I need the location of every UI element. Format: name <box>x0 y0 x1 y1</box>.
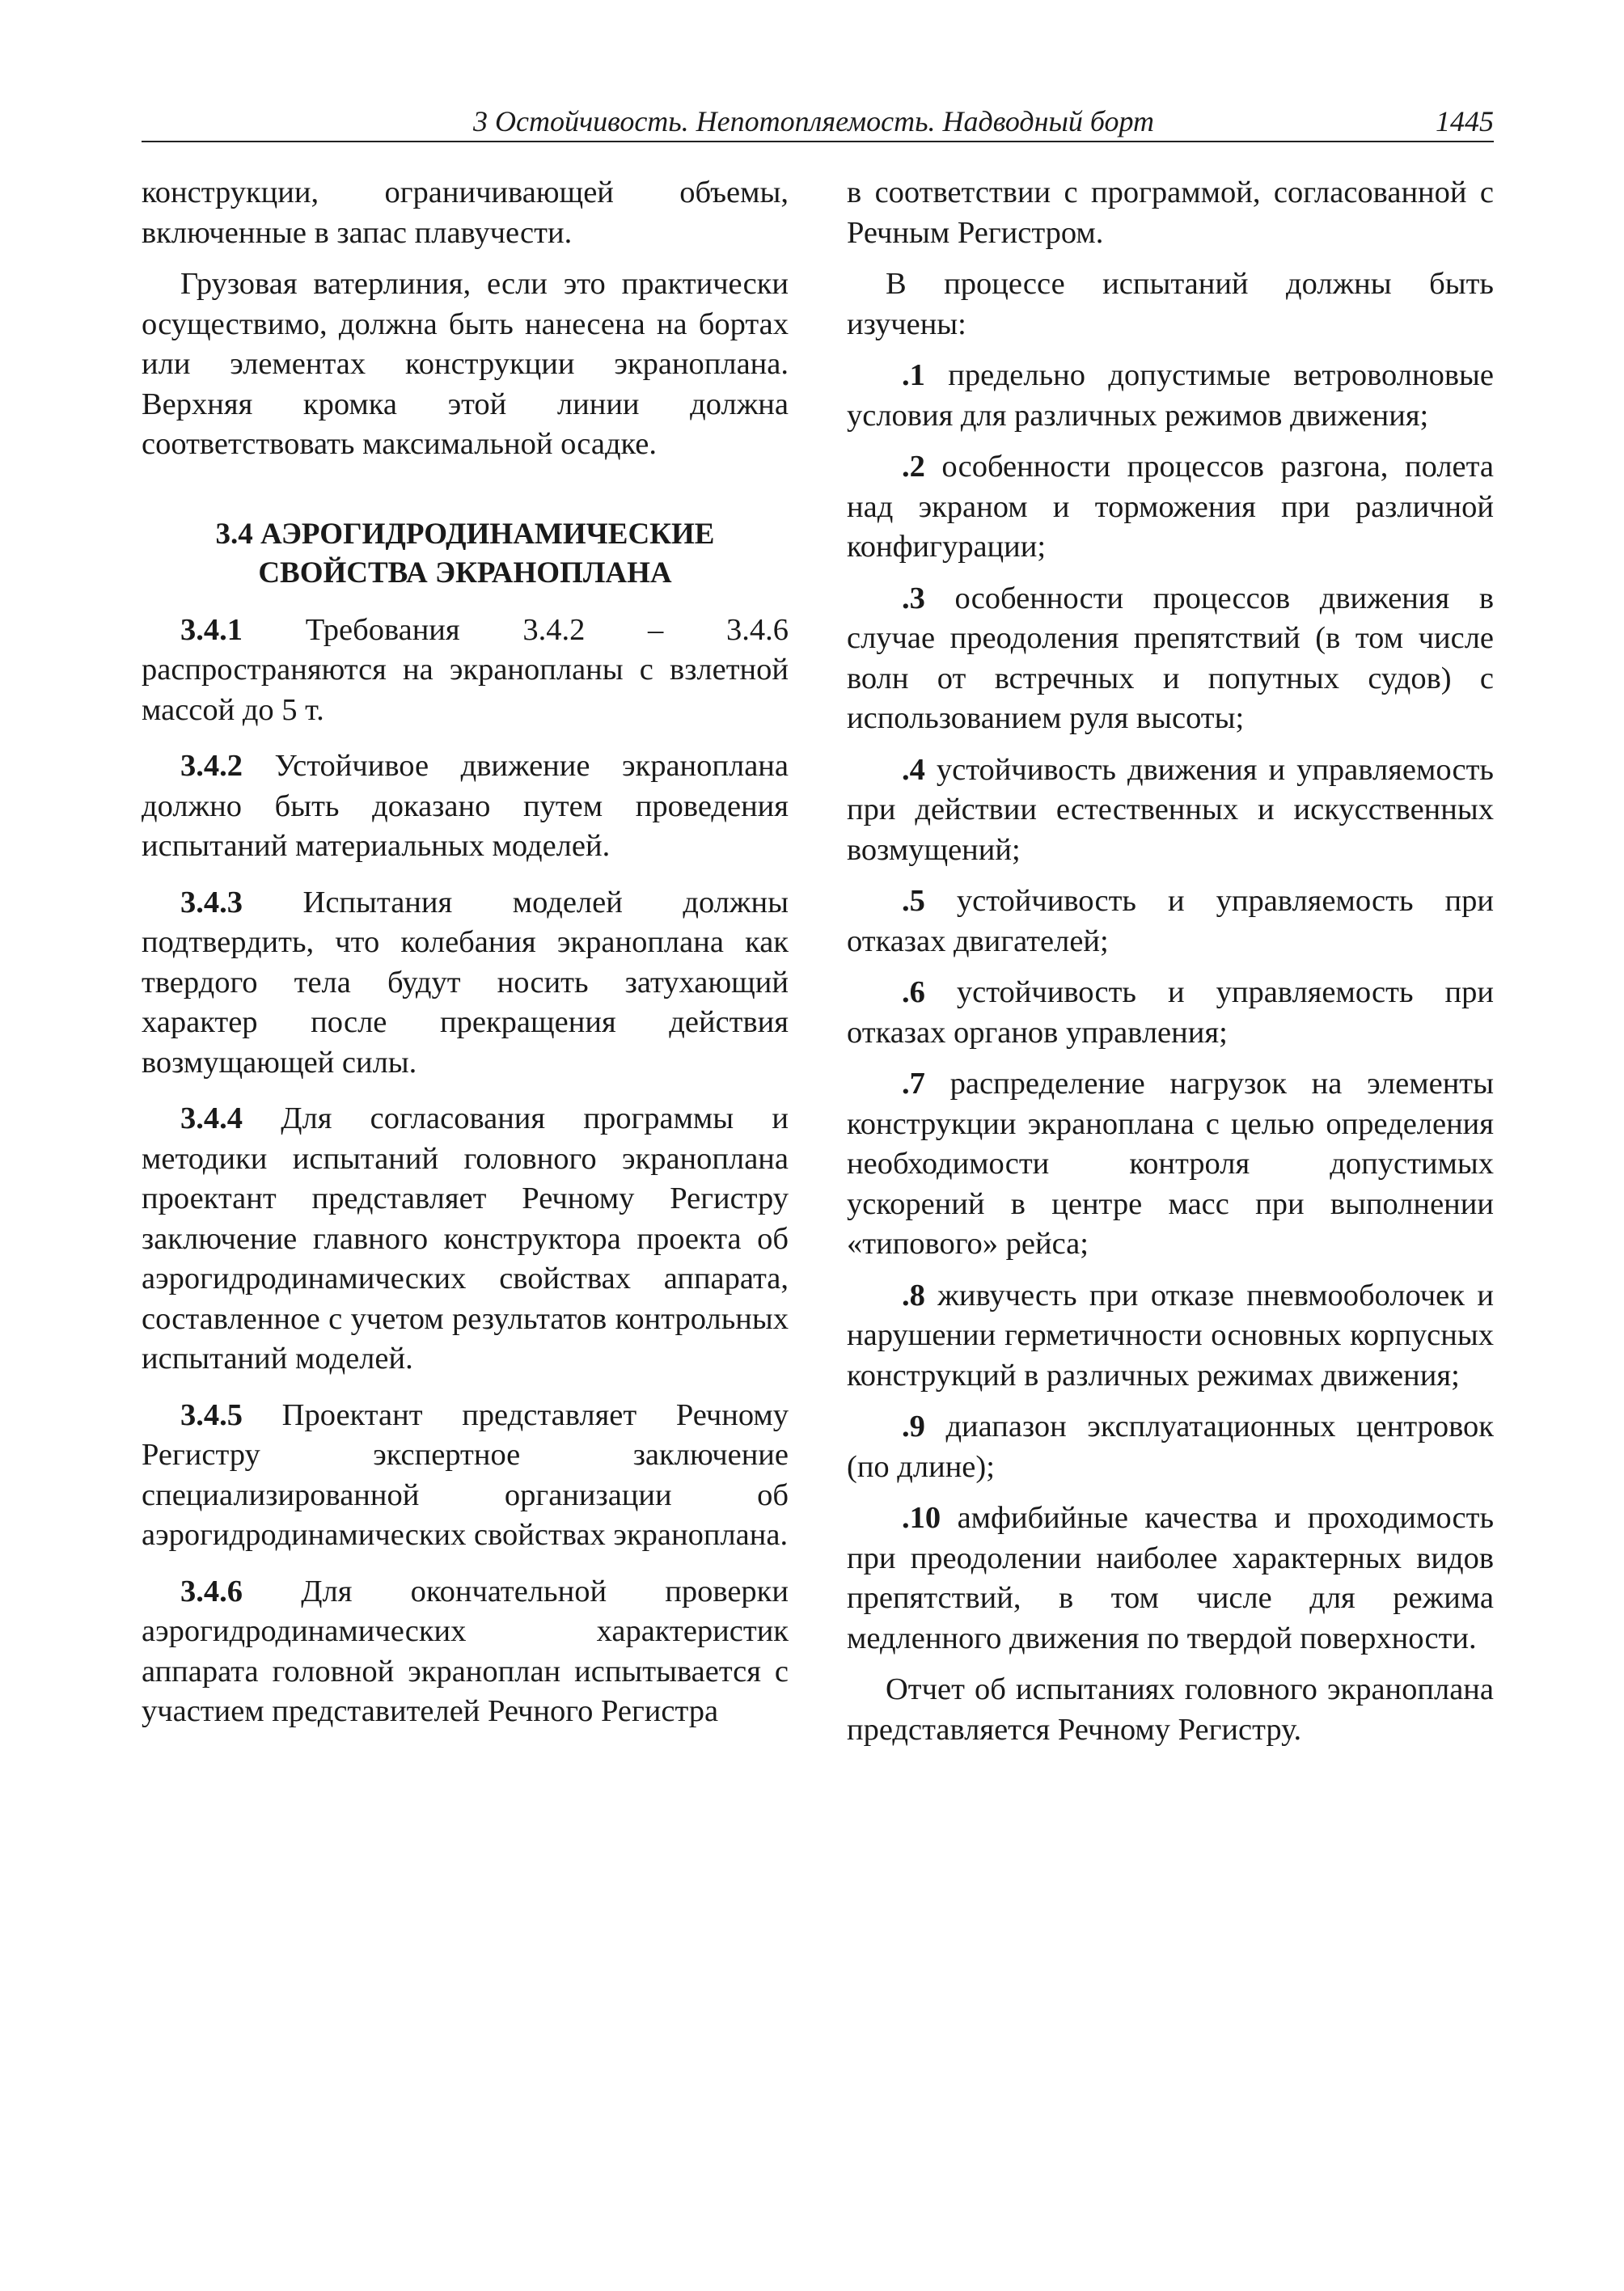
list-item-8 <box>847 1276 1494 1397</box>
section-heading <box>142 515 789 593</box>
list-item-number: .9 <box>902 1410 925 1443</box>
paragraph-intro: В процессе испытаний должны быть изучены: <box>847 267 1494 341</box>
clause-text: Для окончательной проверки аэрогидродинамических характеристик аппарата головной экраноплан испытывается с участием представителей Речного Регистра <box>142 1574 789 1728</box>
clause-text: Требования 3.4.2 – 3.4.6 распространяются на экранопланы с взлетной массой до 5 т. <box>142 612 789 727</box>
paragraph-report: Отчет об испытаниях головного экраноплана представляется Речному Регистру. <box>847 1672 1494 1747</box>
right-column <box>847 173 1494 1750</box>
clause-text: Для согласования программы и методики испытаний головного экраноплана проектант представляет Речному Регистру заключение главного конструктора проекта об аэрогидродинамических свойствах аппарата, составленное с учетом результатов контрольных испытаний моделей. <box>142 1101 789 1376</box>
clause-text: Устойчивое движение экраноплана должно быть доказано путем проведения испытаний материальных моделей. <box>142 749 789 863</box>
list-item-number: .5 <box>902 884 925 918</box>
list-item-text: распределение нагрузок на элементы конструкции экраноплана с целью определения необходимости контроля допустимых ускорений в центре масс при выполнении «типового» рейса; <box>847 1067 1494 1261</box>
clause-3-4-3 <box>142 883 789 1084</box>
header-title: 3 Остойчивость. Непотопляемость. Надводный борт <box>473 105 1154 137</box>
clause-3-4-4 <box>142 1099 789 1380</box>
paragraph-continuation: в соответствии с программой, согласованной с Речным Регистром. <box>847 175 1494 250</box>
clause-number: 3.4.5 <box>180 1397 243 1432</box>
list-item-text: диапазон эксплуатационных центровок (по длине); <box>847 1410 1494 1484</box>
clause-number: 3.4.6 <box>180 1574 243 1608</box>
list-item-text: особенности процессов разгона, полета над экраном и торможения при различной конфигурации; <box>847 450 1494 564</box>
page-number: 1445 <box>1436 105 1494 137</box>
list-item-text: устойчивость движения и управляемость при действии естественных и искусственных возмущений; <box>847 752 1494 867</box>
list-item-3 <box>847 579 1494 739</box>
clause-3-4-6 <box>142 1572 789 1732</box>
list-item-number: .8 <box>902 1278 925 1312</box>
clause-3-4-2 <box>142 746 789 867</box>
list-item-1 <box>847 356 1494 436</box>
list-item-number: .2 <box>902 450 925 484</box>
list-item-number: .3 <box>902 581 925 615</box>
list-item-number: .7 <box>902 1067 925 1101</box>
clause-number: 3.4.4 <box>180 1101 243 1135</box>
clause-text: Испытания моделей должны подтвердить, что колебания экраноплана как твердого тела будут носить затухающий характер после прекращения действия возмущающей силы. <box>142 885 789 1080</box>
list-item-7 <box>847 1064 1494 1265</box>
list-item-text: предельно допустимые ветроволновые условия для различных режимов движения; <box>847 358 1494 433</box>
list-item-2 <box>847 447 1494 568</box>
list-item-text: живучесть при отказе пневмооболочек и нарушении герметичности основных корпусных конструкций в различных режимах движения; <box>847 1278 1494 1393</box>
list-item-6 <box>847 973 1494 1053</box>
list-item-number: .4 <box>902 752 925 787</box>
list-item-10 <box>847 1498 1494 1659</box>
running-header <box>142 102 1494 142</box>
clause-3-4-5 <box>142 1396 789 1556</box>
clause-number: 3.4.2 <box>180 749 243 783</box>
list-item-4 <box>847 750 1494 871</box>
left-column <box>142 173 789 1732</box>
section-heading-line2: СВОЙСТВА ЭКРАНОПЛАНА <box>258 556 672 590</box>
clause-text: Проектант представляет Речному Регистру экспертное заключение специализированной организации об аэрогидродинамических свойствах экраноплана. <box>142 1397 789 1552</box>
paragraph-waterline: Грузовая ватерлиния, если это практически осуществимо, должна быть нанесена на бортах или элементах конструкции экраноплана. Верхняя кромка этой линии должна соответствовать максимальной осадке. <box>142 267 789 461</box>
list-item-text: особенности процессов движения в случае преодоления препятствий (в том числе волн от встречных и попутных судов) с использованием руля высоты; <box>847 581 1494 735</box>
clause-number: 3.4.1 <box>180 612 243 647</box>
paragraph-continuation: конструкции, ограничивающей объемы, включенные в запас плавучести. <box>142 175 789 250</box>
list-item-number: .10 <box>902 1501 941 1535</box>
list-item-5 <box>847 881 1494 962</box>
list-item-number: .6 <box>902 975 925 1009</box>
list-item-number: .1 <box>902 358 925 392</box>
list-item-text: устойчивость и управляемость при отказах двигателей; <box>847 884 1494 958</box>
clause-3-4-1 <box>142 611 789 731</box>
list-item-text: устойчивость и управляемость при отказах органов управления; <box>847 975 1494 1050</box>
clause-number: 3.4.3 <box>180 885 243 919</box>
list-item-text: амфибийные качества и проходимость при преодолении наиболее характерных видов препятствий, в том числе для режима медленного движения по твердой поверхности. <box>847 1501 1494 1655</box>
section-heading-line1: 3.4 АЭРОГИДРОДИНАМИЧЕСКИЕ <box>215 517 715 551</box>
list-item-9 <box>847 1407 1494 1487</box>
